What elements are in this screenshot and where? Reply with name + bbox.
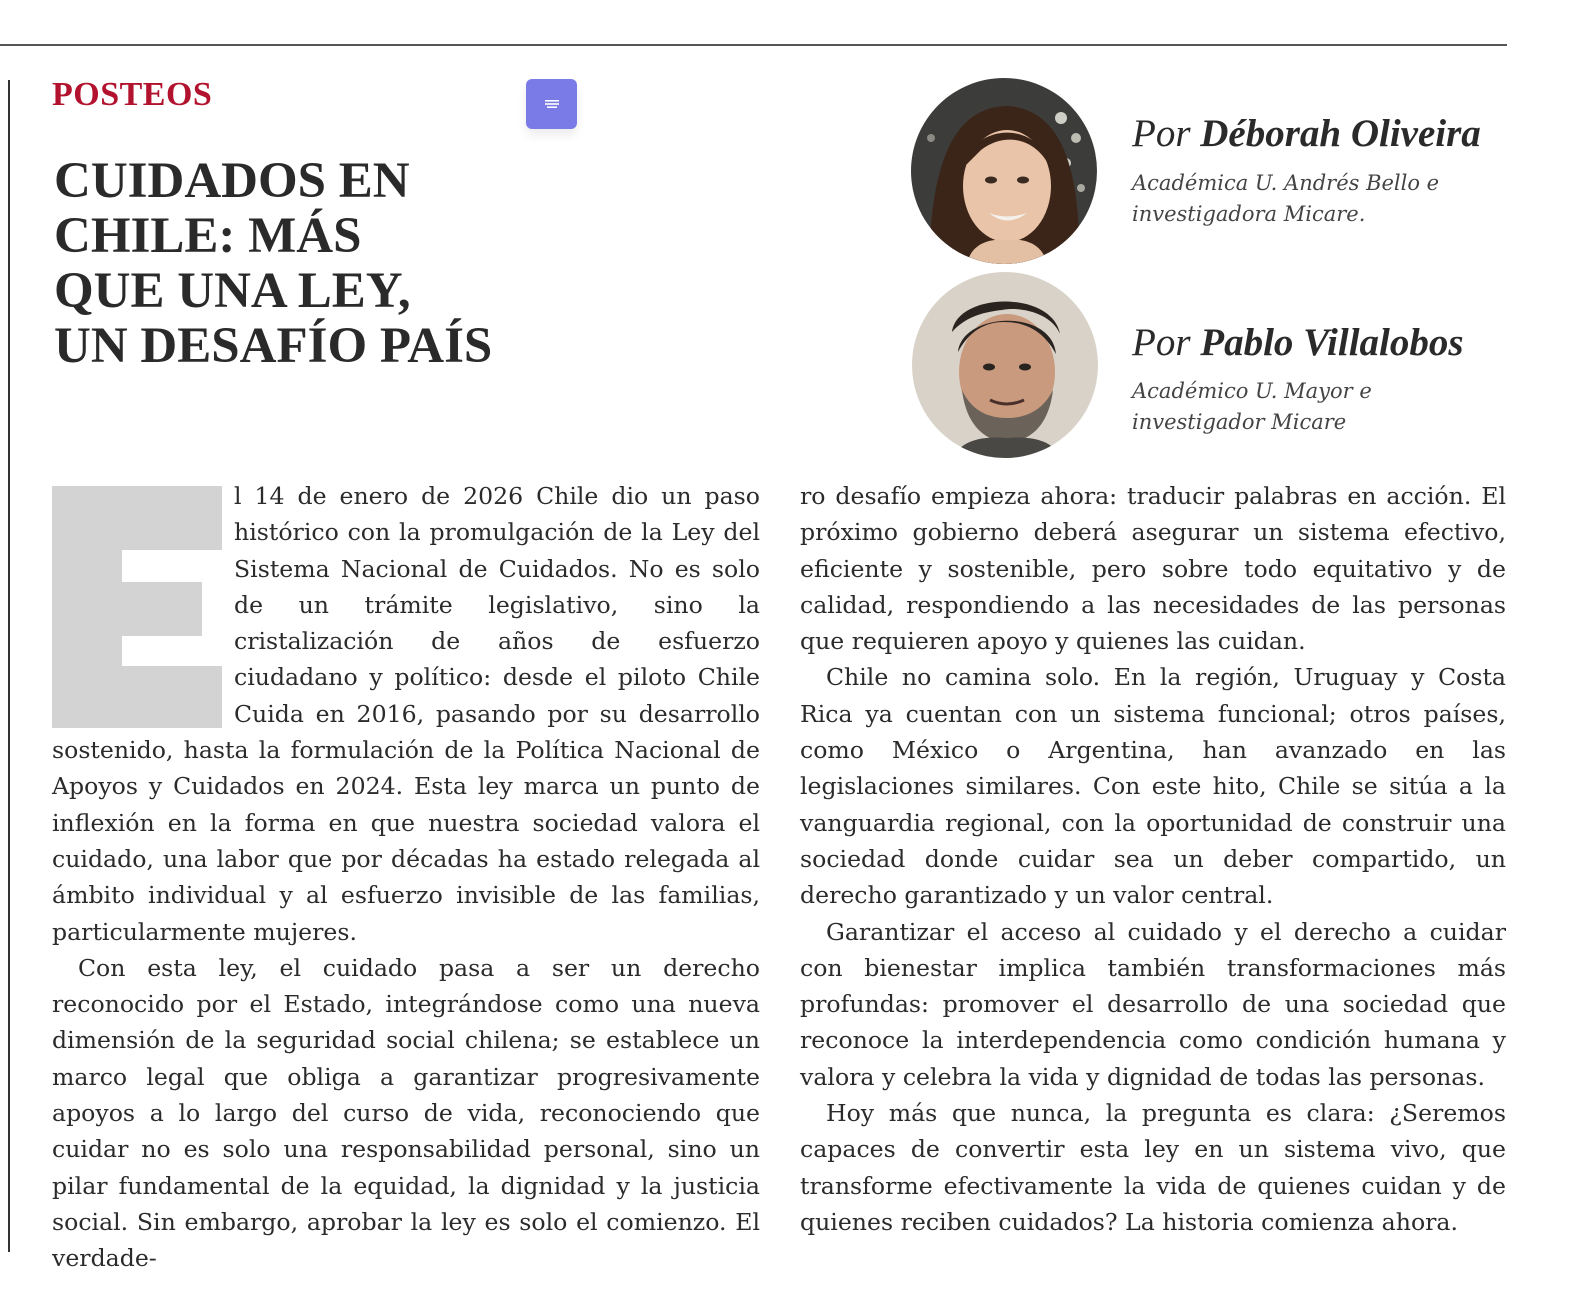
section-label[interactable]: POSTEOS [52,76,213,113]
author-role-line: investigadora Micare. [1132,202,1366,226]
author-name-text: Déborah Oliveira [1200,112,1481,155]
author-prefix: Por [1132,321,1191,364]
paragraph-1: l 14 de enero de 2026 Chile dio un paso histórico con la promulgación de la Ley del Sistema Nacional de Cuidados. No es solo de un trámite legislativo, sino la cristalización de años de esfuerzo ciudadano y político: desde el piloto Chile Cuida en 2016, pasando por su desarrollo sostenido, hasta la formulación de la Política Nacional de Apoyos y Cuidados en 2024. Esta ley marca un punto de inflexión en la forma en que nuestra sociedad valora el cuidado, una labor que por décadas ha estado relegada al ámbito individual y al esfuerzo invisible de las familias, particularmente mujeres. [52,482,760,946]
left-rule [8,80,10,1252]
author-prefix: Por [1132,112,1191,155]
author-role-2 [1132,376,1372,438]
paragraph-3: Chile no camina solo. En la región, Uruguay y Costa Rica ya cuentan con un sistema funcional; otros países, como México o Argentina, han avanzado en las legislaciones similares. Con este hito, Chile se sitúa a la vanguardia regional, con la oportunidad de construir una sociedad donde cuidar sea un deber compartido, un derecho garantizado y un valor central. [800,663,1506,910]
menu-lines-icon [543,98,561,110]
article-column-left [52,478,760,1277]
author-role-line: Académico U. Mayor e [1132,379,1372,403]
paragraph-5: Hoy más que nunca, la pregunta es clara: ¿Seremos capaces de convertir esta ley en un sistema vivo, que transforme efectivamente la vida de quienes cuidan y de quienes reciben cuidados? La historia comienza ahora. [800,1099,1506,1236]
author-name-text: Pablo Villalobos [1200,321,1464,364]
drop-cap [52,486,222,728]
paragraph-4: Garantizar el acceso al cuidado y el derecho a cuidar con bienestar implica también transformaciones más profundas: promover el desarrollo de una sociedad que reconoce la interdependencia como condición humana y valora y celebra la vida y dignidad de todas las personas. [800,917,1506,1091]
headline-line: CUIDADOS EN [54,153,410,209]
article-column-right [800,478,1506,1240]
paragraph-2-part-1: Con esta ley, el cuidado pasa a ser un derecho reconocido por el Estado, integrándose como una nueva dimensión de la seguridad social chilena; se establece un marco legal que obliga a garantizar progresivamente apoyos a lo largo del curso de vida, reconociendo que cuidar no es solo una responsabilidad personal, sino un pilar fundamental de la equidad, la dignidad y la justicia social. Sin embargo, aprobar la ley es solo el comienzo. El verdade- [52,953,760,1273]
author-name-1 [1132,111,1481,156]
author-role-line: investigador Micare [1132,410,1347,434]
author-photo-deborah [911,78,1097,264]
top-rule [0,44,1507,46]
menu-button[interactable] [526,79,577,129]
headline-line: CHILE: MÁS [54,208,362,264]
author-role-1 [1132,168,1439,230]
author-name-2 [1132,320,1464,365]
paragraph-2-part-2: ro desafío empieza ahora: traducir palabras en acción. El próximo gobierno deberá asegurar un sistema efectivo, eficiente y sostenible, pero sobre todo equitativo y de calidad, respondiendo a las necesidades de las personas que requieren apoyo y quienes las cuidan. [800,482,1506,656]
article-headline [54,154,554,374]
author-photo-pablo [912,272,1098,458]
author-role-line: Académica U. Andrés Bello e [1132,171,1440,195]
headline-line: UN DESAFÍO PAÍS [54,318,493,374]
headline-line: QUE UNA LEY, [54,263,411,319]
